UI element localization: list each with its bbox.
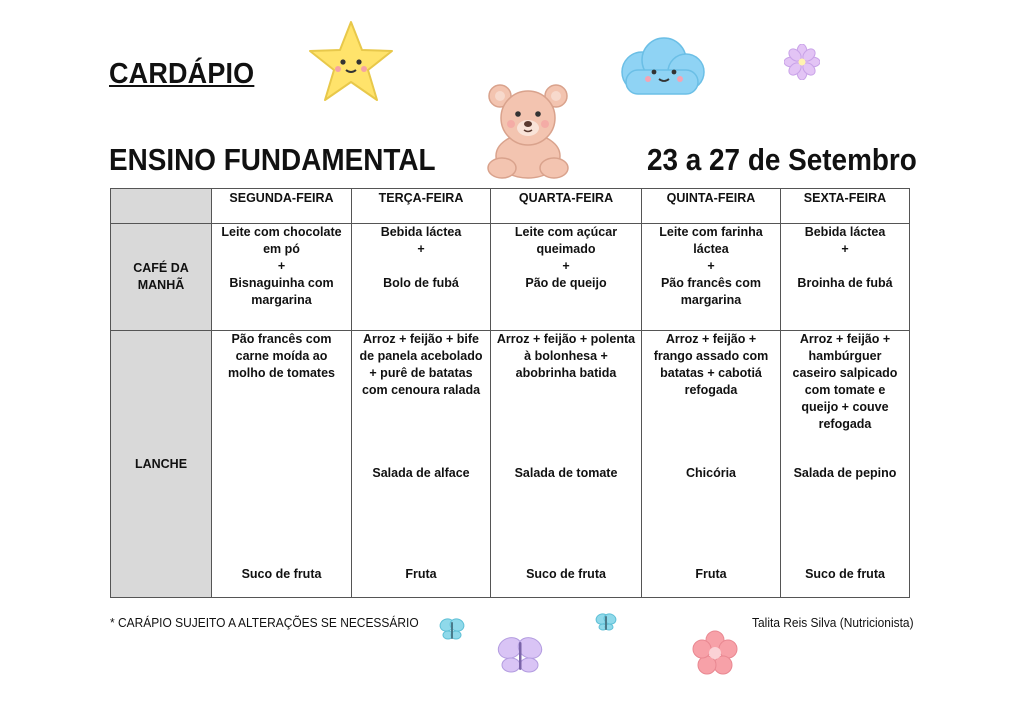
menu-line: Arroz + feijão + polenta [496, 332, 636, 346]
menu-line: Bisnaguinha com [229, 276, 334, 290]
menu-line: em pó [263, 242, 300, 256]
menu-line: queijo + couve [801, 400, 889, 414]
menu-line: Arroz + feijão + [665, 332, 757, 346]
small-butterfly-icon [595, 612, 617, 634]
nutritionist-credit: Talita Reis Silva (Nutricionista) [752, 615, 914, 630]
menu-line: caseiro salpicado [792, 366, 898, 380]
breakfast-tuesday [352, 224, 491, 331]
menu-line: Arroz + feijão + bife [362, 332, 479, 346]
day-header-row [111, 189, 910, 224]
salad-item: Salada de pepino [793, 466, 897, 480]
menu-line: abobrinha batida [515, 366, 617, 380]
menu-line: Pão francês com [231, 332, 332, 346]
menu-line: refogada [818, 417, 872, 431]
menu-line [354, 258, 488, 275]
corner-cell [111, 189, 212, 224]
menu-line: com tomate e [804, 383, 886, 397]
breakfast-label-line: CAFÉ DA [133, 261, 189, 275]
cloud-sticker-icon [612, 34, 710, 102]
menu-line: + [417, 242, 425, 256]
menu-line: queimado [536, 242, 596, 256]
menu-line: Bebida láctea [804, 225, 886, 239]
menu-line: Bebida láctea [380, 225, 462, 239]
menu-disclaimer: * CARÁPIO SUJEITO A ALTERAÇÕES SE NECESSÁRIO [110, 615, 419, 630]
menu-line: Arroz + feijão + [799, 332, 891, 346]
menu-line: batatas + cabotiá [660, 366, 762, 380]
menu-line: Leite com chocolate [221, 225, 342, 239]
lilac-butterfly-icon [496, 634, 544, 678]
lunch-tuesday [352, 331, 491, 598]
day-header-thursday: QUINTA-FEIRA [642, 189, 781, 224]
menu-line: frango assado com [653, 349, 769, 363]
menu-line: margarina [251, 293, 312, 307]
menu-line: + [841, 242, 849, 256]
teddy-bear-icon [480, 80, 578, 180]
menu-line: + [562, 259, 570, 273]
menu-line: Leite com farinha [659, 225, 763, 239]
menu-line: molho de tomates [228, 366, 335, 380]
menu-line: hambúrguer [808, 349, 882, 363]
star-sticker-icon [306, 18, 396, 104]
drink-item: Fruta [405, 567, 437, 581]
menu-line: com cenoura ralada [361, 383, 481, 397]
menu-line: + [277, 259, 286, 273]
main-dish [493, 331, 639, 382]
breakfast-wednesday [491, 224, 642, 331]
lunch-monday [212, 331, 352, 598]
breakfast-monday [212, 224, 352, 331]
lunch-row [111, 331, 910, 598]
blue-butterfly-icon [438, 616, 466, 644]
menu-line: + [707, 259, 715, 273]
drink-item: Suco de fruta [526, 567, 606, 581]
breakfast-row [111, 224, 910, 331]
lunch-thursday [642, 331, 781, 598]
main-dish [214, 331, 349, 382]
day-header-monday: SEGUNDA-FEIRA [212, 189, 352, 224]
lunch-wednesday [491, 331, 642, 598]
main-dish [644, 331, 778, 399]
drink-item: Suco de fruta [241, 567, 322, 581]
school-level-heading: ENSINO FUNDAMENTAL [109, 142, 436, 177]
menu-line: láctea [693, 242, 729, 256]
drink-item: Suco de fruta [805, 567, 885, 581]
menu-line: à bolonhesa + [524, 349, 608, 363]
menu-line: Pão francês com [660, 276, 762, 290]
salad-item: Salada de tomate [514, 466, 618, 480]
pink-flower-icon [692, 630, 738, 676]
breakfast-label [111, 224, 212, 331]
menu-line: de panela acebolado [359, 349, 483, 363]
menu-line: Pão de queijo [525, 276, 607, 290]
date-range: 23 a 27 de Setembro [647, 142, 917, 177]
menu-table [110, 188, 910, 598]
main-dish [354, 331, 488, 399]
breakfast-thursday [642, 224, 781, 331]
menu-line: Leite com açúcar [514, 225, 618, 239]
page-title: CARDÁPIO [109, 58, 255, 90]
main-dish [783, 331, 907, 433]
day-header-tuesday: TERÇA-FEIRA [352, 189, 491, 224]
menu-line: refogada [684, 383, 738, 397]
breakfast-friday [781, 224, 910, 331]
breakfast-label-line: MANHÃ [137, 278, 185, 292]
menu-line: Broinha de fubá [797, 276, 893, 290]
lunch-label: LANCHE [111, 331, 212, 598]
salad-item: Salada de alface [372, 466, 470, 480]
day-header-friday: SEXTA-FEIRA [781, 189, 910, 224]
menu-line: carne moída ao [235, 349, 328, 363]
drink-item: Fruta [695, 567, 727, 581]
lilac-flower-icon [784, 44, 820, 80]
menu-line: Bolo de fubá [383, 276, 459, 290]
lunch-friday [781, 331, 910, 598]
day-header-wednesday: QUARTA-FEIRA [491, 189, 642, 224]
menu-line [783, 258, 907, 275]
salad-item: Chicória [685, 466, 736, 480]
menu-line: margarina [680, 293, 742, 307]
menu-line: + purê de batatas [369, 366, 473, 380]
